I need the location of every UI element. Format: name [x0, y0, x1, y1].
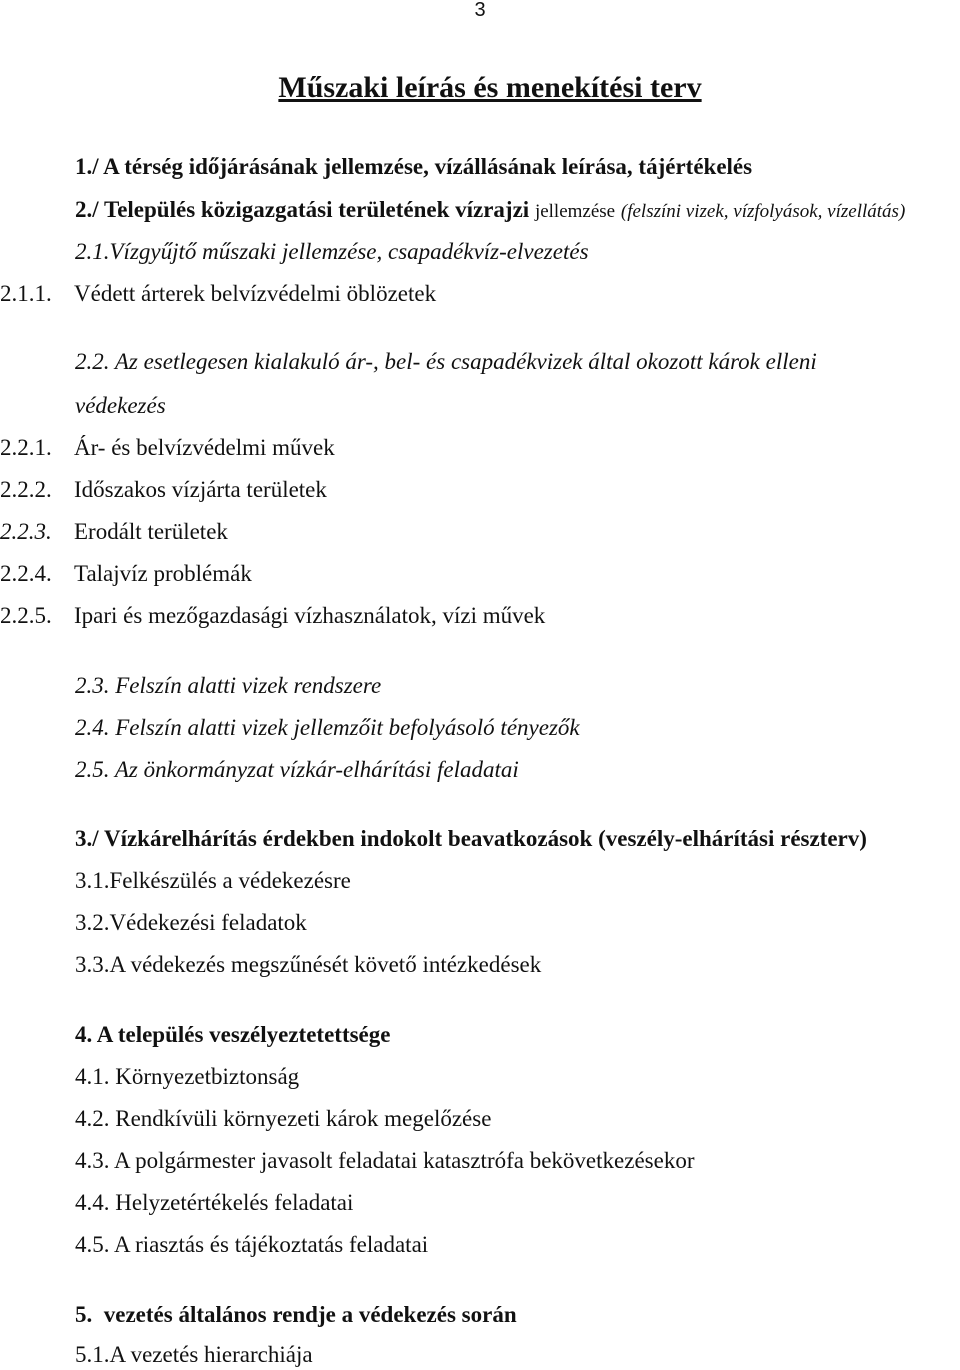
section-2-main: 2./ Település közigazgatási területének vízrajzi — [75, 197, 530, 222]
item-number: 2.2.2. — [0, 477, 52, 502]
item-number: 2.1.1. — [0, 281, 52, 306]
section-3-heading: 3./ Vízkárelhárítás érdekben indokolt beavatkozások (veszély-elhárítási részterv) — [75, 826, 867, 851]
subsection-2-2-3 — [0, 517, 228, 547]
section-2-heading — [75, 195, 905, 227]
section-1-heading: 1./ A térség időjárásának jellemzése, vízállásának leírása, tájértékelés — [75, 154, 753, 179]
item-text: Ár- és belvízvédelmi művek — [74, 435, 335, 460]
subsection-3-1: 3.1.Felkészülés a védekezésre — [75, 868, 351, 893]
subsection-2-2-2 — [0, 475, 327, 505]
section-2-tail: jellemzése — [534, 201, 616, 222]
subsection-3-2: 3.2.Védekezési feladatok — [75, 910, 307, 935]
item-text: Ipari és mezőgazdasági vízhasználatok, vízi művek — [74, 603, 546, 628]
subsection-4-1: 4.1. Környezetbiztonság — [75, 1064, 300, 1089]
item-text: Védett árterek belvízvédelmi öblözetek — [74, 281, 437, 306]
item-number: 2.2.1. — [0, 435, 52, 460]
subsection-5-1: 5.1.A vezetés hierarchiája — [75, 1342, 313, 1367]
item-text: Talajvíz problémák — [74, 561, 252, 586]
subsection-2-2-1 — [0, 433, 335, 463]
subsection-4-5: 4.5. A riasztás és tájékoztatás feladatai — [75, 1232, 429, 1257]
section-5-heading: 5. vezetés általános rendje a védekezés során — [75, 1302, 517, 1327]
subsection-4-4: 4.4. Helyzetértékelés feladatai — [75, 1190, 354, 1215]
subsection-2-5: 2.5. Az önkormányzat vízkár-elhárítási feladatai — [75, 757, 519, 782]
subsection-2-2-4 — [0, 559, 252, 589]
subsection-2-2-5 — [0, 601, 545, 631]
item-number: 2.2.3. — [0, 519, 52, 544]
subsection-3-3: 3.3.A védekezés megszűnését követő intézkedések — [75, 952, 542, 977]
subsection-2-1: 2.1.Vízgyűjtő műszaki jellemzése, csapadékvíz-elvezetés — [75, 239, 589, 264]
page-number: 3 — [474, 0, 486, 21]
subsection-4-3: 4.3. A polgármester javasolt feladatai katasztrófa bekövetkezésekor — [75, 1148, 695, 1173]
item-number: 2.2.5. — [0, 603, 52, 628]
item-text: Erodált területek — [74, 519, 228, 544]
subsection-2-2-line2: védekezés — [75, 393, 166, 418]
subsection-2-1-1 — [0, 279, 436, 309]
subsection-4-2: 4.2. Rendkívüli környezeti károk megelőzése — [75, 1106, 492, 1131]
section-2-tail-italic: (felszíni vizek, vízfolyások, vízellátás) — [620, 201, 906, 222]
item-text: Időszakos vízjárta területek — [74, 477, 327, 502]
item-number: 2.2.4. — [0, 561, 52, 586]
subsection-2-3: 2.3. Felszín alatti vizek rendszere — [75, 673, 382, 698]
section-4-heading: 4. A település veszélyeztetettsége — [75, 1022, 391, 1047]
page-title: Műszaki leírás és menekítési terv — [278, 71, 702, 104]
subsection-2-4: 2.4. Felszín alatti vizek jellemzőit befolyásoló tényezők — [75, 715, 580, 740]
subsection-2-2-line1: 2.2. Az esetlegesen kialakuló ár-, bel- és csapadékvizek által okozott károk elleni — [75, 349, 817, 374]
